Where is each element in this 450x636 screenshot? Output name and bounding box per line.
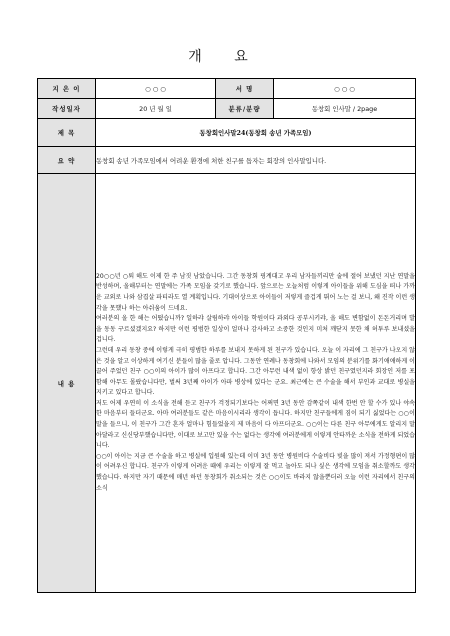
author-label: 지 은 이 xyxy=(38,79,96,99)
title-label: 제 목 xyxy=(38,119,96,147)
content-paragraph: 여러분의 올 한 해는 어떴습니까? 일하랴 살림하랴 아이들 학원이다 과외다 공부시키랴, 올 해도 변함없이 돈돈거리며 발을 동동 구르셨겠지요? 하지만 이런 평범한 일상이 얼마나 감사하고 소중한 것인지 미처 깨닫지 못한 채 허투루 보내셨을 겁니다. xyxy=(96,315,415,344)
category-value: 동창회 인사말 / 2page xyxy=(274,99,416,119)
author-row xyxy=(38,79,416,99)
content-body xyxy=(96,174,416,593)
date-label: 작성일자 xyxy=(38,99,96,119)
content-paragraph: 그런데 우리 동창 중에 이렇게 극히 평범한 하루를 보내지 못하게 된 친구가 있습니다. 오늘 이 자리에 그 친구가 나오지 않은 것을 알고 이상하게 여기신 분들이 많을 줄로 압니다. 그동안 연례나 동창회에 나와서 모임의 분위기를 화기애애하게 이끌어 주었던 친구 ○○이의 아이가 많이 아프다고 합니다. 그간 아무런 내색 없이 항상 밝던 친구였던지라 회장인 저를 포함해 아무도 몰랐습니다만, 벌써 3년째 아이가 아파 병상에 있다는 군요. 최근에는 큰 수술을 해서 부인과 교대로 병실을 지키고 있다고 합니다. xyxy=(96,346,415,397)
document-form-table xyxy=(37,78,416,593)
content-paragraph: ○○이 아이는 지금 큰 수술을 하고 병실에 입원해 있는데 이미 3년 동안 병원비다 수술비다 빚을 많이 져서 가정형편이 많이 어려우신 합니다. 친구가 이렇게 어려운 때에 우리는 이렇게 잘 먹고 놀아도 되나 싶은 생각에 모임을 취소할까도 생각했습니다. 하지만 자기 때문에 매년 하던 동창회가 취소되는 것은 ○○이도 바라지 않을뿐더러 오늘 이런 자리에서 친구의 소식 xyxy=(96,452,415,492)
summary-value: 동창회 송년 가족모임에서 어려운 환경에 처한 친구를 돕자는 회장의 인사말입니다. xyxy=(96,147,416,174)
date-row xyxy=(38,99,416,119)
title-row xyxy=(38,119,416,147)
content-label: 내 용 xyxy=(38,174,96,593)
title-value: 동창회인사말24(동창회 송년 가족모임) xyxy=(96,119,416,147)
summary-row xyxy=(38,147,416,174)
content-row xyxy=(38,174,416,593)
content-paragraph: 20○○년 ○퇴 해도 이제 한 주 남짓 남았습니다. 그간 동창회 핑계대고 우리 남자들끼리만 술에 절어 보냈던 지난 연말을 반성하며, 올해부터는 연말에는 가족 모임을 갖기로 했습니다. 앞으로는 오늘처럼 이렇게 아이들을 위해 도심을 떠나 가까운 교외로 나와 삼겹살 파티라도 열 계획입니다. 기대이상으로 아이들이 저렇게 즐겁게 뛰어 노는 걸 보니, 왜 진작 이런 생각을 못했나 하는 아쉬움이 드네요. xyxy=(96,272,415,312)
author-value: ○ ○ ○ xyxy=(96,79,216,99)
page-title: 개 요 xyxy=(188,49,262,65)
date-value: 20 년 월 일 xyxy=(96,99,216,119)
signature-value: ○ ○ ○ xyxy=(274,79,416,99)
summary-label: 요 약 xyxy=(38,147,96,174)
category-label: 분류/분량 xyxy=(216,99,274,119)
content-paragraph: 저도 어제 우연히 이 소식을 전해 듣고 친구가 걱정되기보다는 어쩌면 3년 동안 감쪽같이 내색 한번 안 할 수가 있나 야속한 마음부터 들더군요. 아마 여러분들도 같은 마음이시리라 생각이 듭니다. 하지만 친구들에게 짐이 되기 싫었다는 ○○이 말을 들으니, 이 친구가 그간 혼자 얼마나 힘들었을지 제 마음이 다 아프더군요. ○○이는 다른 친구 아무에게도 알리지 말아달라고 신신당부했습니다만, 이대로 보고만 있을 수는 없다는 생각에 여러분에게 이렇게 안타까운 소식을 전하게 되었습니다. xyxy=(96,399,415,450)
signature-label: 서 명 xyxy=(216,79,274,99)
